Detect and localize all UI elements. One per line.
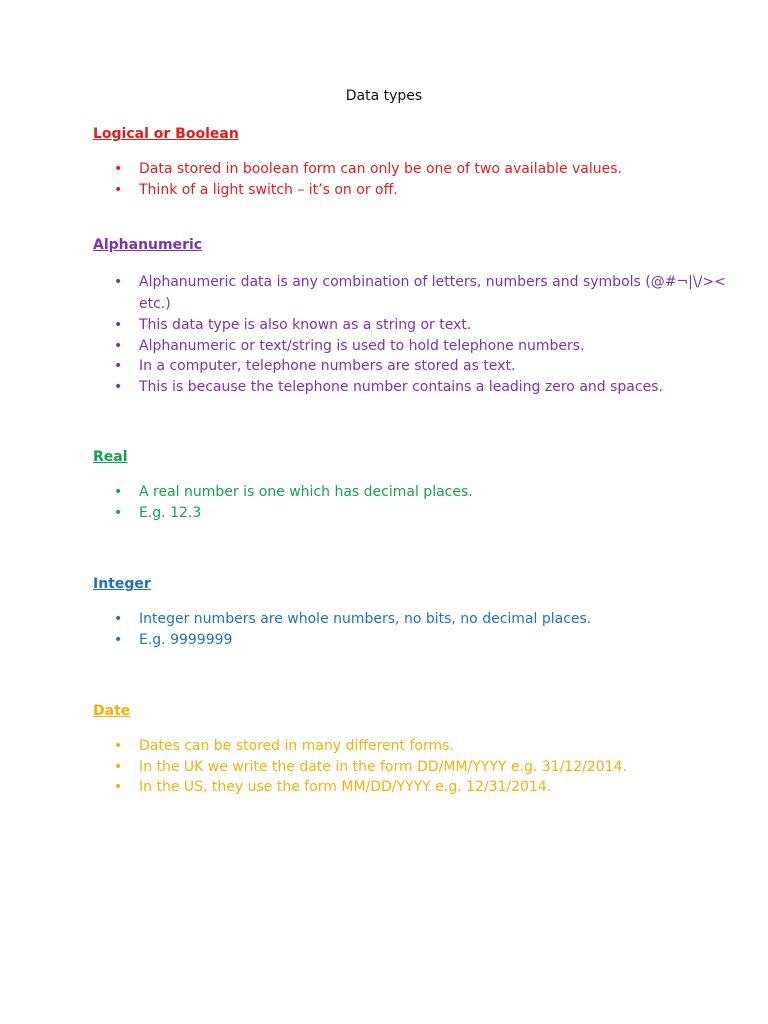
bullet-list-alphanumeric <box>93 271 733 397</box>
list-item: • In the UK we write the date in the form DD/MM/YYYY e.g. 31/12/2014. <box>93 757 733 778</box>
list-item: • In the US, they use the form MM/DD/YYYY e.g. 12/31/2014. <box>93 777 733 798</box>
list-item: • In a computer, telephone numbers are stored as text. <box>93 356 733 377</box>
section-alphanumeric <box>93 235 733 397</box>
list-item: • Think of a light switch – it’s on or off. <box>93 180 733 201</box>
list-item: • This is because the telephone number contains a leading zero and spaces. <box>93 377 733 398</box>
list-item: • This data type is also known as a string or text. <box>93 315 733 336</box>
list-item: • E.g. 12.3 <box>93 503 733 524</box>
list-item: • Integer numbers are whole numbers, no bits, no decimal places. <box>93 609 733 630</box>
section-heading-real: Real <box>93 449 128 465</box>
list-item: • Alphanumeric or text/string is used to hold telephone numbers. <box>93 336 733 357</box>
section-heading-date: Date <box>93 703 131 719</box>
bullet-list-date <box>93 736 733 798</box>
section-heading-logical: Logical or Boolean <box>93 126 239 142</box>
page-title: Data types <box>345 88 423 104</box>
bullet-list-real <box>93 482 733 523</box>
list-item: • E.g. 9999999 <box>93 630 733 651</box>
section-date <box>93 701 733 798</box>
section-logical <box>93 124 733 200</box>
section-heading-alphanumeric: Alphanumeric <box>93 237 203 253</box>
bullet-list-logical <box>93 159 733 200</box>
list-item: • Data stored in boolean form can only be one of two available values. <box>93 159 733 180</box>
section-integer <box>93 574 733 650</box>
bullet-list-integer <box>93 609 733 650</box>
section-heading-integer: Integer <box>93 576 151 592</box>
list-item: • Dates can be stored in many different forms. <box>93 736 733 757</box>
list-item: • Alphanumeric data is any combination of letters, numbers and symbols (@#¬|\/>< etc.) <box>93 271 733 315</box>
section-real <box>93 447 733 523</box>
list-item: • A real number is one which has decimal places. <box>93 482 733 503</box>
